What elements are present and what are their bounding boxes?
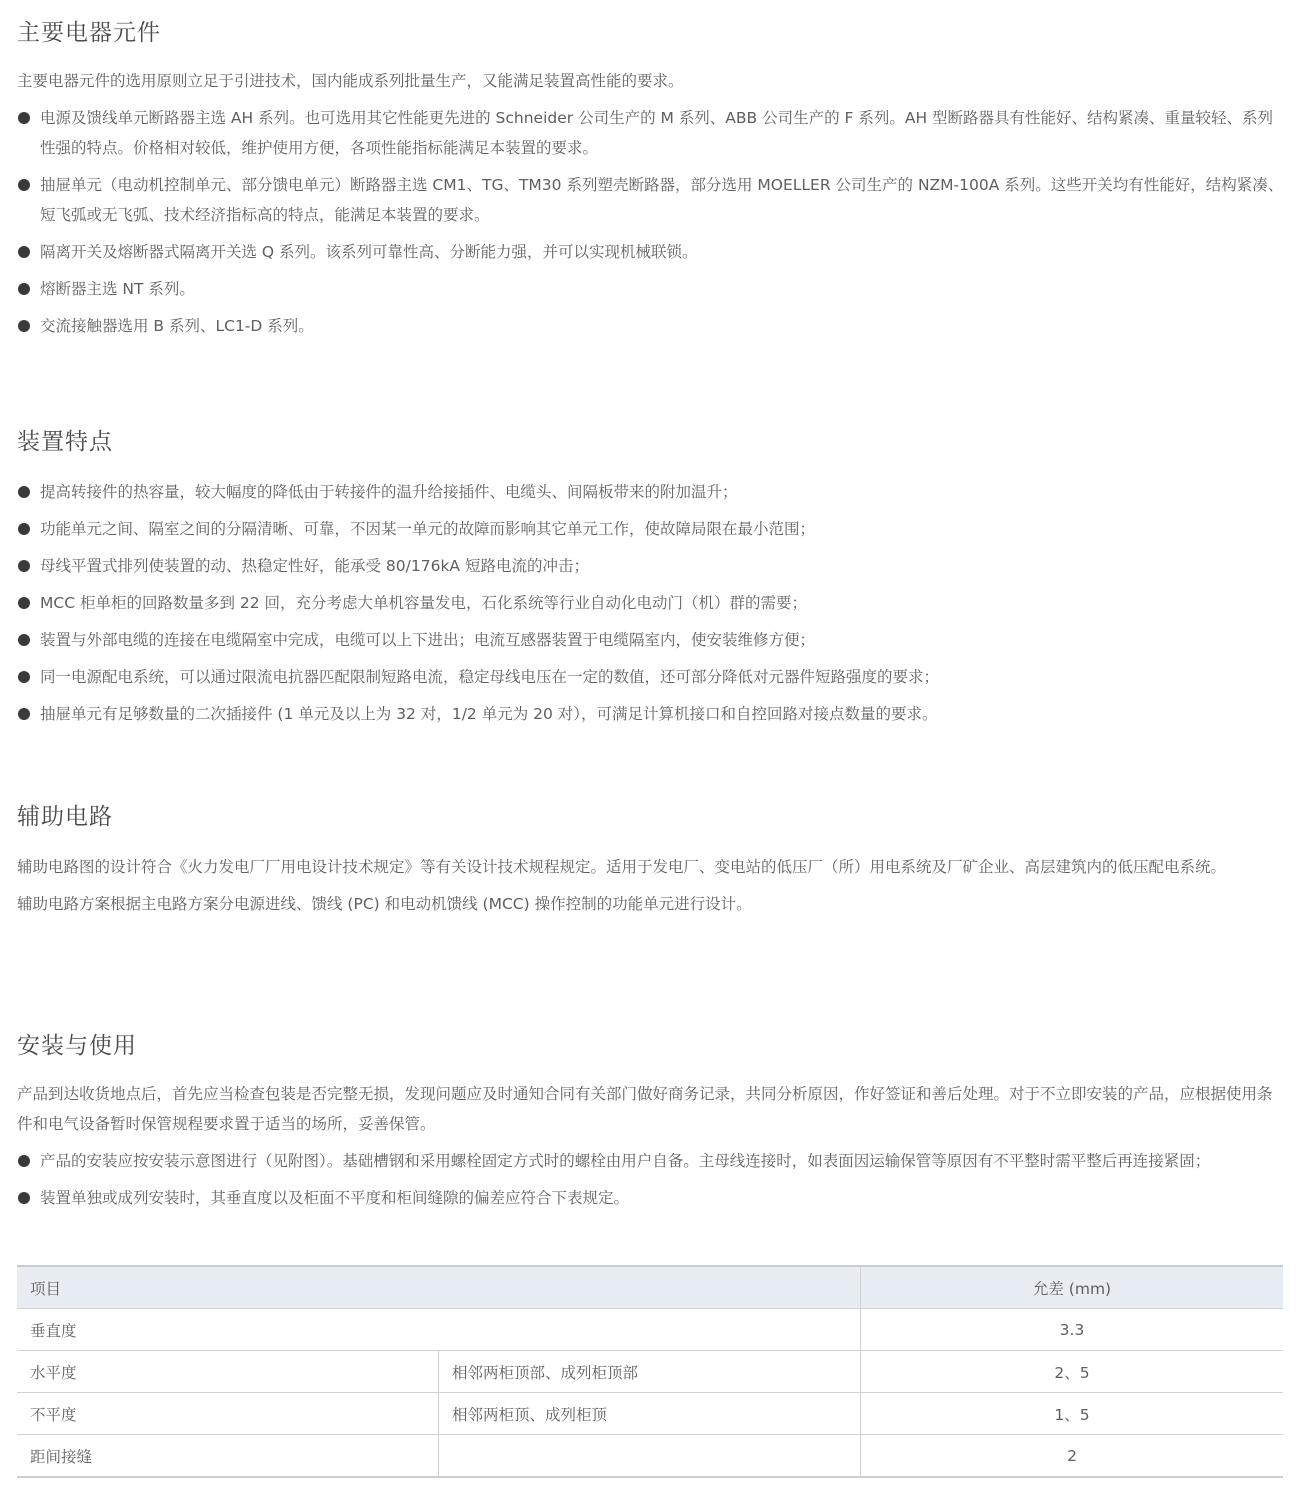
list-item	[17, 311, 1285, 341]
cell-item: 距间接缝	[17, 1435, 439, 1478]
section-title: 安装与使用	[17, 1033, 137, 1059]
list-item-text: 隔离开关及熔断器式隔离开关选 Q 系列。该系列可靠性高、分断能力强，并可以实现机械联锁。	[40, 243, 698, 261]
list-item	[17, 170, 1285, 230]
list-item-text: 电源及馈线单元断路器主选 AH 系列。也可选用其它性能更先进的 Schneider 公司生产的 M 系列、ABB 公司生产的 F 系列。AH 型断路器具有性能好、结构紧凑、重量较轻、系列性强的特点。价格相对较低，维护使用方便，各项性能指标能满足本装置的要求。	[40, 109, 1274, 157]
cell-value: 2、5	[861, 1351, 1284, 1393]
table-row	[17, 1435, 1283, 1478]
bullet-icon	[18, 486, 30, 498]
feature-list	[17, 477, 1285, 729]
tolerance-table	[17, 1265, 1283, 1478]
section-auxiliary-circuit	[17, 802, 1285, 919]
bullet-icon	[18, 320, 30, 332]
bullet-icon	[18, 283, 30, 295]
install-list	[17, 1146, 1285, 1213]
bullet-icon	[18, 112, 30, 124]
cell-detail	[439, 1435, 861, 1478]
section-intro: 主要电器元件的选用原则立足于引进技术，国内能成系列批量生产，又能满足装置高性能的要求。	[17, 72, 684, 90]
list-item-text: 熔断器主选 NT 系列。	[40, 280, 195, 298]
list-item	[17, 625, 1285, 655]
table-row	[17, 1351, 1283, 1393]
list-item	[17, 477, 1285, 507]
section-features	[17, 427, 1285, 736]
header-tolerance: 允差 (mm)	[861, 1266, 1284, 1309]
list-item-text: 装置与外部电缆的连接在电缆隔室中完成，电缆可以上下进出；电流互感器装置于电缆隔室内，使安装维修方便；	[40, 631, 816, 649]
bullet-icon	[18, 1155, 30, 1167]
list-item	[17, 514, 1285, 544]
header-item: 项目	[17, 1266, 861, 1309]
section-paragraph: 辅助电路方案根据主电路方案分电源进线、馈线 (PC) 和电动机馈线 (MCC) 操作控制的功能单元进行设计。	[17, 895, 752, 913]
cell-value: 1、5	[861, 1393, 1284, 1435]
bullet-icon	[18, 179, 30, 191]
list-item-text: 装置单独或成列安装时，其垂直度以及柜面不平度和柜间缝隙的偏差应符合下表规定。	[40, 1189, 630, 1207]
table-header-row	[17, 1266, 1283, 1309]
section-paragraph: 辅助电路图的设计符合《火力发电厂厂用电设计技术规定》等有关设计技术规程规定。适用于发电厂、变电站的低压厂（所）用电系统及厂矿企业、高层建筑内的低压配电系统。	[17, 858, 1227, 876]
list-item-text: 母线平置式排列使装置的动、热稳定性好，能承受 80/176kA 短路电流的冲击；	[40, 557, 589, 575]
list-item	[17, 1183, 1285, 1213]
list-item	[17, 699, 1285, 729]
section-title: 辅助电路	[17, 804, 113, 830]
bullet-icon	[18, 708, 30, 720]
section-intro: 产品到达收货地点后，首先应当检查包装是否完整无损，发现问题应及时通知合同有关部门做好商务记录，共同分析原因，作好签证和善后处理。对于不立即安装的产品，应根据使用条件和电气设备暂时保管规程要求置于适当的场所，妥善保管。	[17, 1085, 1273, 1133]
list-item-text: 功能单元之间、隔室之间的分隔清晰、可靠，不因某一单元的故障而影响其它单元工作，使故障局限在最小范围；	[40, 520, 816, 538]
list-item	[17, 588, 1285, 618]
component-list	[17, 103, 1285, 341]
list-item	[17, 1146, 1285, 1176]
bullet-icon	[18, 1192, 30, 1204]
cell-item: 不平度	[17, 1393, 439, 1435]
cell-item: 垂直度	[17, 1309, 861, 1351]
list-item-text: 同一电源配电系统，可以通过限流电抗器匹配限制短路电流，稳定母线电压在一定的数值，还可部分降低对元器件短路强度的要求；	[40, 668, 940, 686]
table-row	[17, 1393, 1283, 1435]
bullet-icon	[18, 560, 30, 572]
list-item	[17, 551, 1285, 581]
list-item-text: 交流接触器选用 B 系列、LC1-D 系列。	[40, 317, 314, 335]
list-item	[17, 237, 1285, 267]
bullet-icon	[18, 597, 30, 609]
list-item-text: 抽屉单元有足够数量的二次插接件 (1 单元及以上为 32 对，1/2 单元为 20 对），可满足计算机接口和自控回路对接点数量的要求。	[40, 705, 938, 723]
section-title: 装置特点	[17, 429, 113, 455]
list-item	[17, 662, 1285, 692]
list-item-text: 抽屉单元（电动机控制单元、部分馈电单元）断路器主选 CM1、TG、TM30 系列塑壳断路器，部分选用 MOELLER 公司生产的 NZM-100A 系列。这些开关均有性能好，结构紧凑、短飞弧或无飞弧、技术经济指标高的特点，能满足本装置的要求。	[40, 176, 1284, 224]
bullet-icon	[18, 523, 30, 535]
list-item-text: 产品的安装应按安装示意图进行（见附图）。基础槽钢和采用螺栓固定方式时的螺栓由用户自备。主母线连接时，如表面因运输保管等原因有不平整时需平整后再连接紧固；	[40, 1152, 1211, 1170]
cell-value: 2	[861, 1435, 1284, 1478]
section-main-components	[17, 18, 1285, 341]
cell-detail: 相邻两柜顶部、成列柜顶部	[439, 1351, 861, 1393]
bullet-icon	[18, 246, 30, 258]
list-item-text: MCC 柜单柜的回路数量多到 22 回，充分考虑大单机容量发电，石化系统等行业自动化电动门（机）群的需要；	[40, 594, 808, 612]
cell-item: 水平度	[17, 1351, 439, 1393]
bullet-icon	[18, 671, 30, 683]
cell-value: 3.3	[861, 1309, 1284, 1351]
bullet-icon	[18, 634, 30, 646]
list-item	[17, 103, 1285, 163]
list-item	[17, 274, 1285, 304]
table-row	[17, 1309, 1283, 1351]
cell-detail: 相邻两柜顶、成列柜顶	[439, 1393, 861, 1435]
section-installation	[17, 1031, 1285, 1213]
section-title: 主要电器元件	[17, 20, 161, 46]
list-item-text: 提高转接件的热容量，较大幅度的降低由于转接件的温升给接插件、电缆头、间隔板带来的附加温升；	[40, 483, 738, 501]
